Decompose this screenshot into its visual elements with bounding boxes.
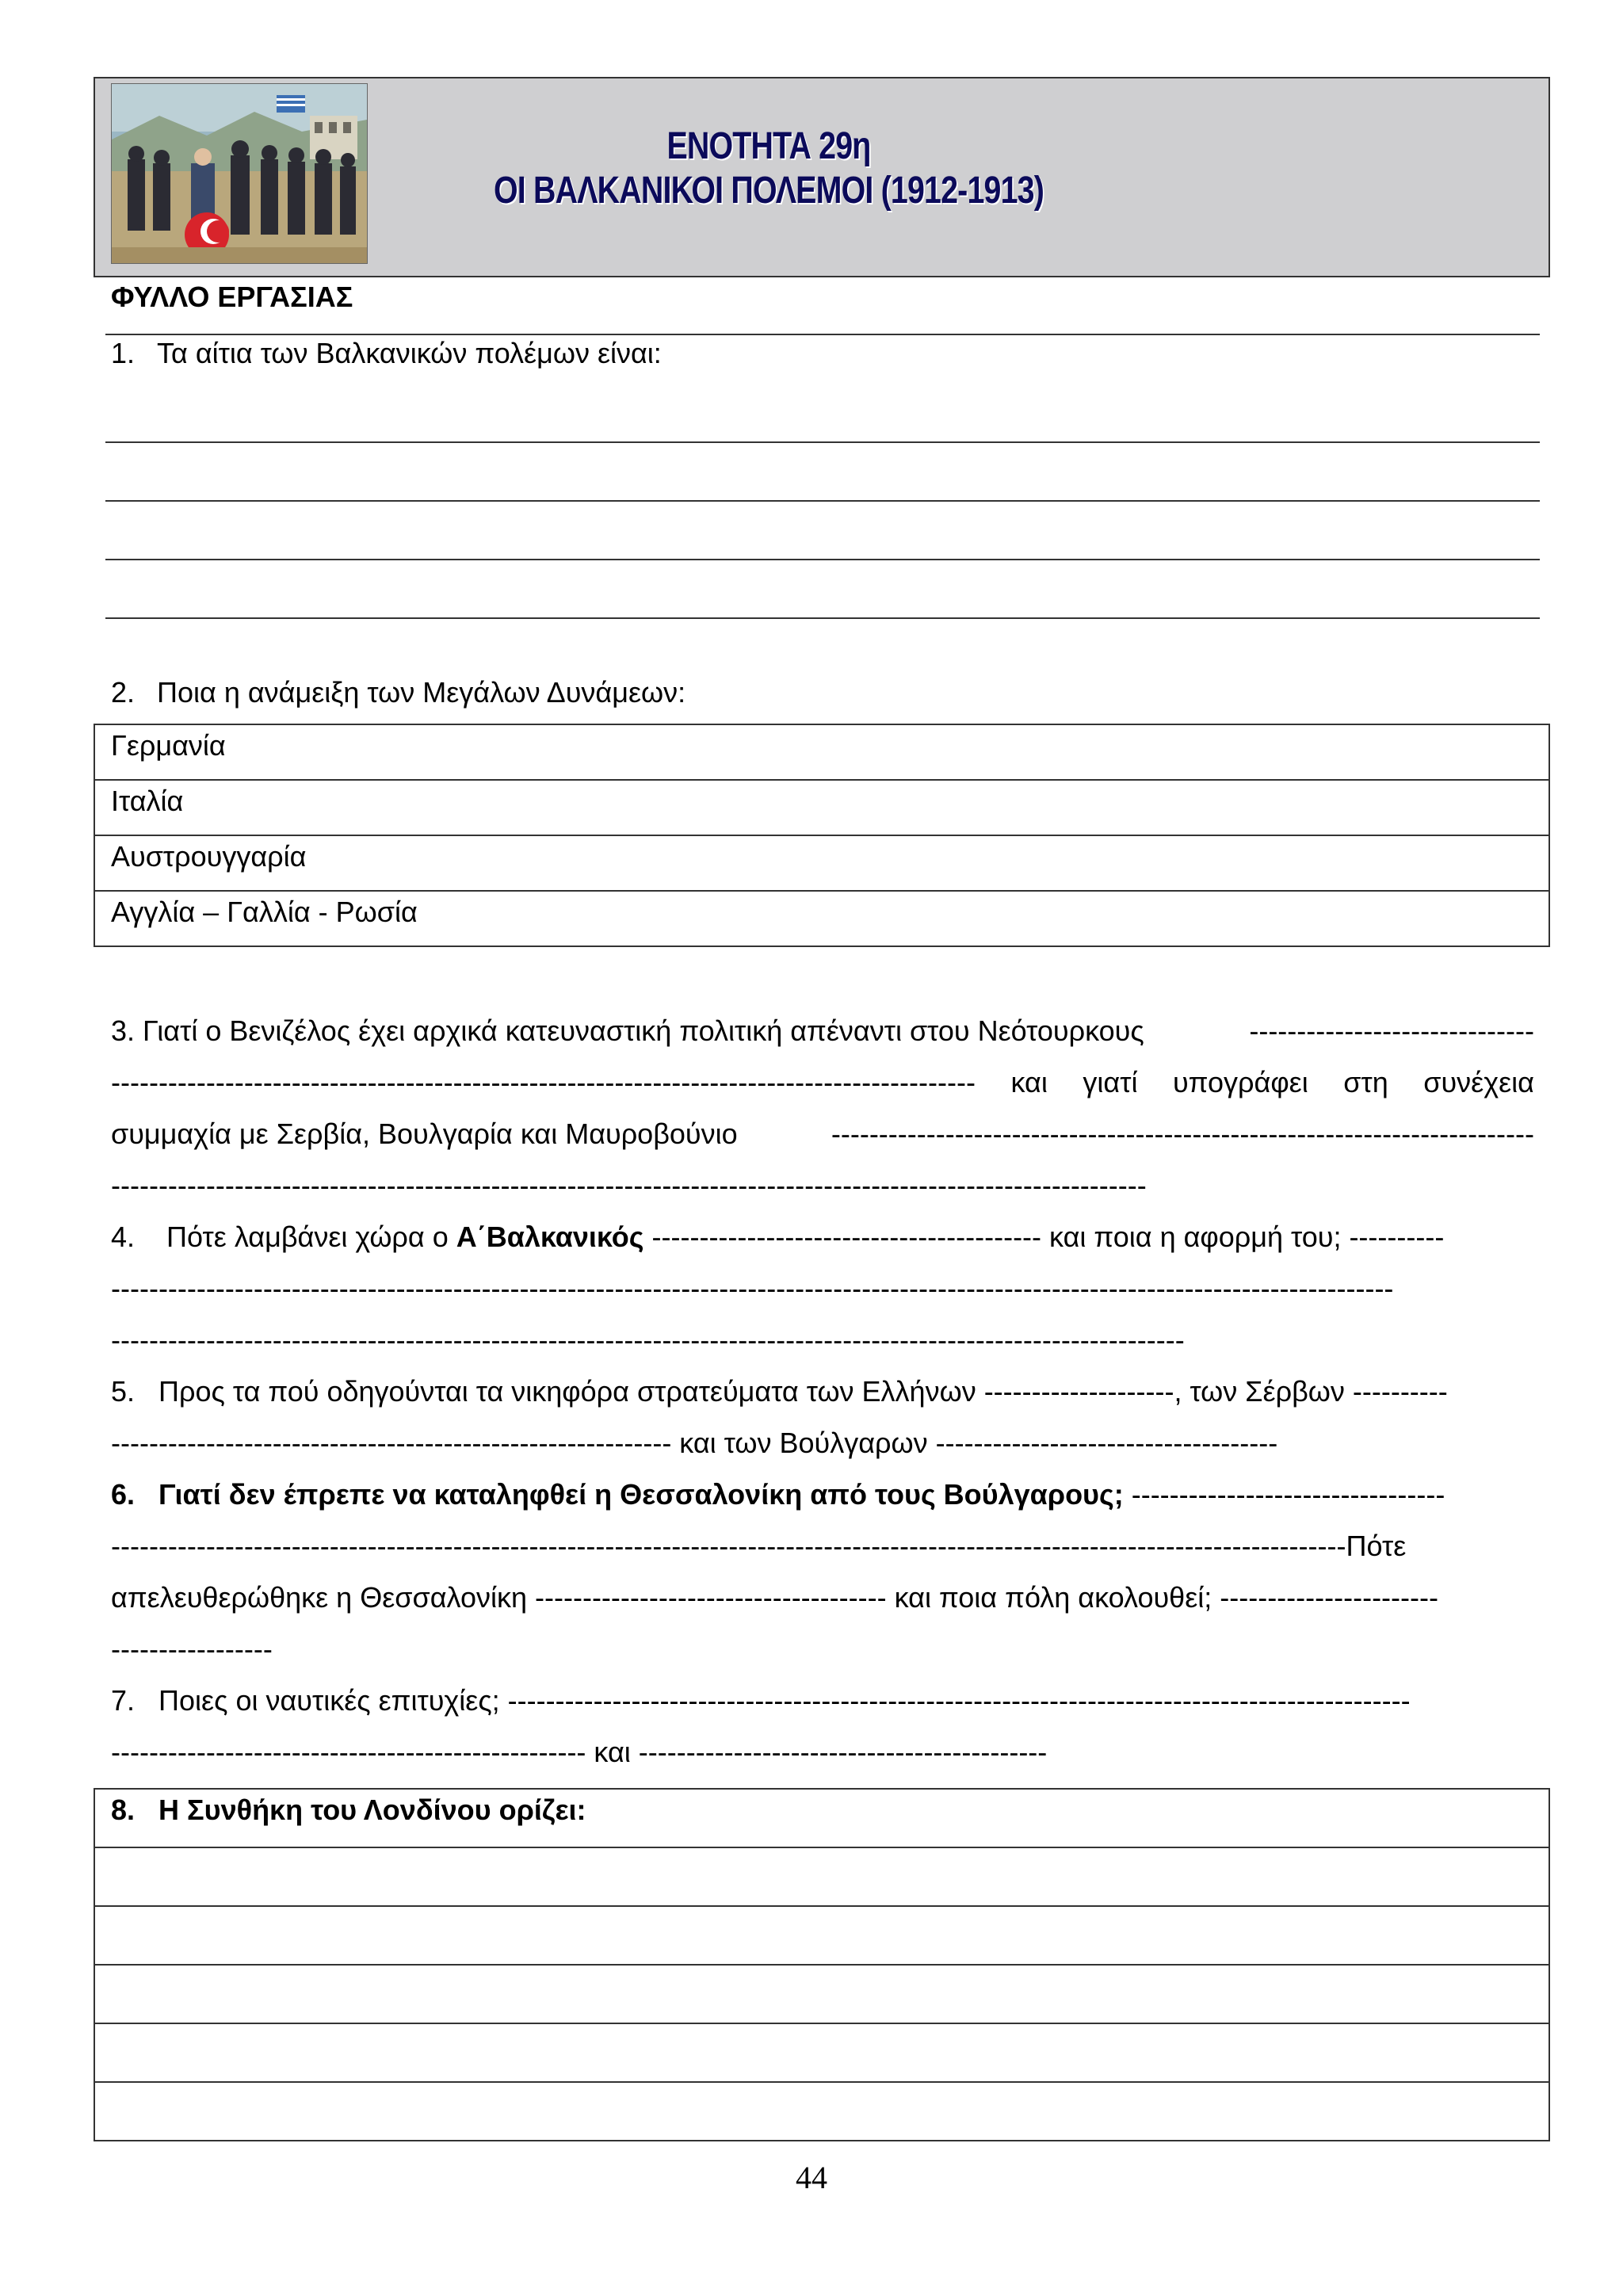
table-row — [94, 724, 1549, 780]
blank-dashes[interactable]: ----------------------------------------------------------------------------------------------------------------- — [111, 1324, 1185, 1356]
question-6-line-1 — [111, 1469, 1534, 1520]
question-5-line-2 — [111, 1417, 1534, 1469]
blank-dashes[interactable]: --------------------------------- — [1123, 1478, 1445, 1511]
blank-dashes[interactable]: ------------------------------ — [1249, 1014, 1534, 1047]
question-4-line-3 — [111, 1314, 1534, 1366]
page-number: 44 — [796, 2160, 827, 2195]
question-6-text-cont[interactable]: ----------------------------------------------------------------------------------------------------------------------------------Πότε — [111, 1530, 1407, 1562]
answer-line-4[interactable] — [105, 617, 1540, 619]
question-3-line-3 — [111, 1108, 1534, 1159]
question-6-bold-text: 6. Γιατί δεν έπρεπε να καταληφθεί η Θεσσαλονίκη από τους Βούλγαρους; — [111, 1478, 1124, 1511]
question-4-text-cont[interactable]: ----------------------------------------- και ποια η αφορμή του; ---------- — [643, 1221, 1445, 1253]
table-row — [94, 1789, 1549, 1847]
question-1 — [111, 336, 662, 371]
blank-dashes[interactable]: ------------------------------------------------------------------------------------------- — [111, 1066, 976, 1098]
question-3-text: 3. Γιατί ο Βενιζέλος έχει αρχικά κατευναστική πολιτική απέναντι στου Νεότουρκους — [111, 1014, 1144, 1047]
blank-dashes[interactable]: -------------------------------------------------------------------------- — [831, 1117, 1534, 1150]
power-cell[interactable]: Αυστρουγγαρία — [94, 835, 1549, 891]
great-powers-table — [94, 724, 1550, 947]
word: στη — [1343, 1066, 1388, 1098]
table-row — [94, 2082, 1549, 2141]
question-5-line-1 — [111, 1366, 1534, 1417]
question-2-number: 2. — [111, 676, 136, 709]
question-3-text-cont: συμμαχία με Σερβία, Βουλγαρία και Μαυροβούνιο — [111, 1117, 738, 1150]
question-2-text: Ποια η ανάμειξη των Μεγάλων Δυνάμεων: — [157, 676, 686, 709]
power-cell[interactable]: Αγγλία – Γαλλία - Ρωσία — [94, 891, 1549, 946]
question-4-text: 4. Πότε λαμβάνει χώρα ο — [111, 1221, 456, 1253]
table-row — [94, 2023, 1549, 2082]
answer-line-2[interactable] — [105, 500, 1540, 502]
answer-line-3[interactable] — [105, 559, 1540, 560]
question-6-line-3 — [111, 1572, 1534, 1623]
answer-line-1[interactable] — [105, 441, 1540, 443]
question-7-text-cont[interactable]: -------------------------------------------------- και ------------------------------------------- — [111, 1736, 1048, 1768]
unit-title-line-1: ΕΝΟΤΗΤΑ 29η — [666, 125, 871, 167]
question-1-text: Τα αίτια των Βαλκανικών πολέμων είναι: — [157, 337, 662, 369]
table-row — [94, 835, 1549, 891]
question-7-line-2 — [111, 1726, 1534, 1778]
question-4-line-1 — [111, 1211, 1534, 1263]
table-row — [94, 780, 1549, 835]
question-4-bold-term: Α΄Βαλκανικός — [456, 1221, 644, 1253]
question-5-text[interactable]: 5. Προς τα πού οδηγούνται τα νικηφόρα στρατεύματα των Ελλήνων --------------------, των Σέρβων ---------- — [111, 1375, 1448, 1408]
unit-title-line-2: ΟΙ ΒΑΛΚΑΝΙΚΟΙ ΠΟΛΕΜΟΙ (1912-1913) — [493, 170, 1044, 212]
question-7-text[interactable]: 7. Ποιες οι ναυτικές επιτυχίες; ----------------------------------------------------------------------------------------------- — [111, 1684, 1411, 1717]
question-1-number: 1. — [111, 337, 136, 369]
question-5-text-cont[interactable]: ----------------------------------------------------------- και των Βούλγαρων ------------------------------------ — [111, 1427, 1278, 1459]
questions-block — [111, 1005, 1534, 1778]
blank-dashes[interactable]: ------------------------------------------------------------------------------------------------------------- — [111, 1169, 1147, 1201]
answer-cell[interactable] — [94, 1847, 1549, 1906]
word: υπογράφει — [1172, 1066, 1308, 1098]
answer-cell[interactable] — [94, 1965, 1549, 2023]
london-treaty-table — [94, 1788, 1550, 2141]
question-3-line-2 — [111, 1056, 1534, 1108]
answer-cell[interactable] — [94, 1906, 1549, 1965]
power-cell[interactable]: Ιταλία — [94, 780, 1549, 835]
table-row — [94, 1847, 1549, 1906]
word: συνέχεια — [1423, 1066, 1534, 1098]
question-3-line-4 — [111, 1159, 1534, 1211]
table-row — [94, 1906, 1549, 1965]
word: γιατί — [1083, 1066, 1138, 1098]
answer-cell[interactable] — [94, 2023, 1549, 2082]
question-8-header: 8. Η Συνθήκη του Λονδίνου ορίζει: — [94, 1789, 1549, 1847]
word: και — [1010, 1066, 1048, 1098]
table-row — [94, 891, 1549, 946]
power-cell[interactable]: Γερμανία — [94, 724, 1549, 780]
header-illustration — [111, 83, 368, 264]
question-6-text-cont[interactable]: απελευθερώθηκε η Θεσσαλονίκη ------------------------------------- και ποια πόλη ακολουθεί; ----------------------- — [111, 1581, 1438, 1614]
header-banner — [94, 77, 1550, 277]
question-4-line-2 — [111, 1263, 1534, 1314]
question-2 — [111, 675, 685, 710]
blank-dashes[interactable]: --------------------------------------------------------------------------------------------------------------------------------------- — [111, 1272, 1394, 1305]
blank-dashes[interactable]: ----------------- — [111, 1633, 273, 1665]
unit-title — [464, 124, 1075, 213]
worksheet-label: ΦΥΛΛΟ ΕΡΓΑΣΙΑΣ — [111, 281, 353, 313]
question-6-line-2 — [111, 1520, 1534, 1572]
question-6-line-4 — [111, 1623, 1534, 1675]
answer-cell[interactable] — [94, 2082, 1549, 2141]
table-row — [94, 1965, 1549, 2023]
rule-under-label — [105, 334, 1540, 335]
question-7-line-1 — [111, 1675, 1534, 1726]
question-3-line-1 — [111, 1005, 1534, 1056]
